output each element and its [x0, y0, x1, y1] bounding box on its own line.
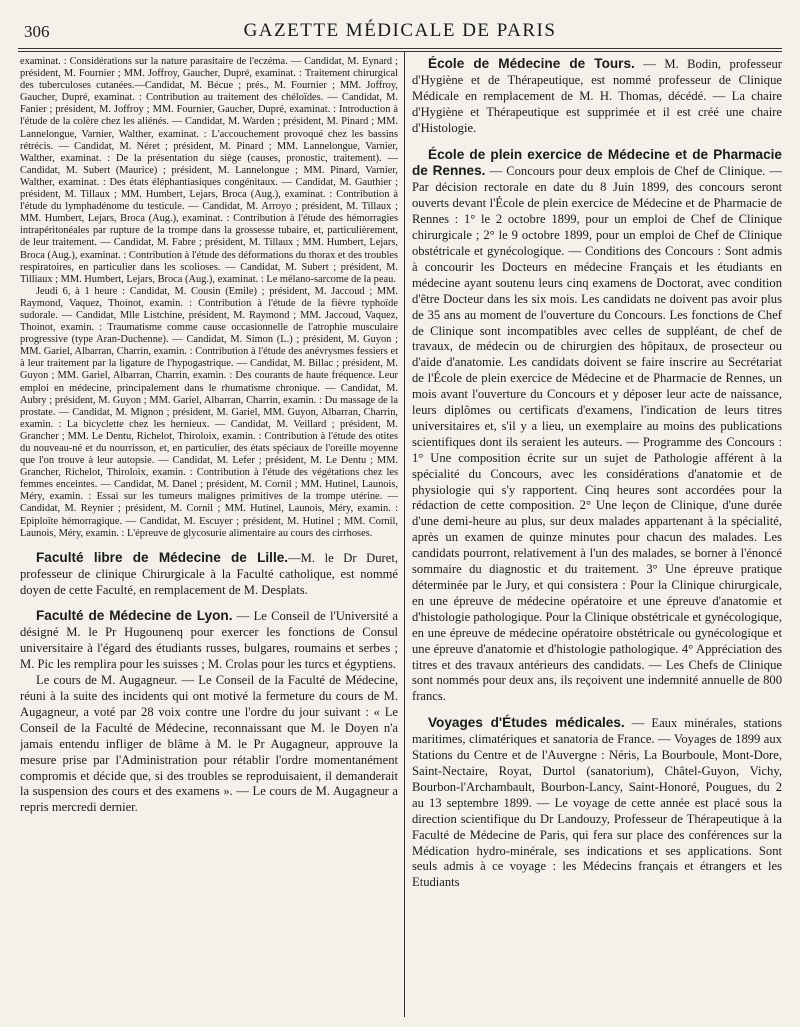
- lyon-text: — Le Conseil de l'Université a désigné M. le Pr Hugounenq pour exercer les fonctions de Consul universitaire à l'égard des étudiants russes, bulgares, roumains et serbes ; M. Pic les remplira pour les suisses ; M. Crolas pour les turcs et égyptiens.: [20, 609, 398, 672]
- right-column: [412, 56, 782, 891]
- lille-article: [20, 550, 398, 599]
- journal-title: GAZETTE MÉDICALE DE PARIS: [243, 20, 557, 41]
- voyages-article: [412, 715, 782, 891]
- tours-article: [412, 56, 782, 137]
- header-rule: [18, 48, 782, 49]
- augagneur-paragraph: Le cours de M. Augagneur. — Le Conseil de la Faculté de Médecine, réuni à la suite des incidents qui ont motivé la fermeture du cours de M. Augagneur, a voté par 28 voix contre une l'ordre du jour suivant : « Le Conseil de la Faculté de Médecine, reconnaissant que M. le Doyen n'a jamais entendu infliger de blâme à M. le Pr Augagneur, approuve la mesure prise par l'Administration pour rétablir l'ordre momentanément compromis et décide que, si des troubles se reproduisaient, il demanderait la suspension des cours et des examens ». — Le cours de M. Augagneur a repris mercredi dernier.: [20, 673, 398, 815]
- lyon-article: [20, 608, 398, 673]
- lille-heading: Faculté libre de Médecine de Lille.: [36, 549, 289, 565]
- header-rule-double: [18, 51, 782, 52]
- rennes-article: [412, 147, 782, 706]
- left-column: [20, 56, 398, 816]
- tours-heading: École de Médecine de Tours.: [428, 56, 635, 71]
- page-number: 306: [24, 22, 50, 41]
- thesis-exams-list: examinat. : Considérations sur la nature parasitaire de l'eczéma. — Candidat, M. Eynard ; président, M. Fournier ; MM. Joffroy, Gaucher, Dupré, examinat. : Traitement chirurgical des tuberculoses cutanées.—Candidat, M. Bécue ; prés., M. Fournier ; MM. Joffroy, Gaucher, Dupré, examinat. : Contribution au traitement des chéloïdes. — Candidat, M. Fanier ; président, M. Joffroy ; MM. Fournier, Gaucher, Dupré, examinat. : Introduction à l'étude de la colère chez les aliénés. — Candidat, M. Warden ; président, M. Pinard ; MM. Lannelongue, Varnier, Walther, examinat. : L'accouchement provoqué chez les bassins rétrécis. — Candidat, M. Néret ; président, M. Pinard ; MM. Lannelongue, Varnier, Walther, examinat. : De la présentation du siège (causes, pronostic, traitement). — Candidat, M. Subert (Maurice) ; président, M. Lannelongue ; MM. Pinard, Varnier, Walther, examinat. : Des états éléphantiasiques congénitaux. — Candidat, M. Gauthier ; président, M. Tillaux ; MM. Humbert, Lejars, Broca (Aug.), examinat. : Contribution à l'étude du lymphadénome du testicule. — Candidat, M. Arroyo ; président, M. Tillaux ; MM. Humbert, Lejars, Broca (Aug.), examinat. : Contribution à l'étude des hémorragies intrapéritonéales par rupture de la trompe dans la grossesse tubaire, et, particulièrement, de leur traitement. — Candidat, M. Fabre ; président, M. Tillaux ; MM. Humbert, Lejars, Broca (Aug.), examinat. : Contribution à l'étude des déformations du thorax et des troubles respiratoires, en particulier dans les scolioses. — Candidat, M. Subert ; président, M. Tilliaux ; MM. Humbert, Lejars, Broca (Aug.), examinat. : Le mélano-sarcome de la peau.: [20, 56, 398, 285]
- column-divider: [404, 52, 405, 1017]
- lyon-heading: Faculté de Médecine de Lyon.: [36, 608, 233, 624]
- rennes-heading: École de plein exercice de Médecine et de Pharmacie de Rennes.: [412, 146, 782, 179]
- rennes-text: — Concours pour deux emplois de Chef de Clinique. — Par décision rectorale en date du 8 Juin 1899, des concours seront ouverts devant l'École de plein exercice de Médecine et de Pharmacie de Rennes : 1° le 2 octobre 1899, pour un emploi de Chef de Clinique chirurgicale ; 2° le 9 octobre 1899, pour un emploi de Chef de Clinique obstétricale et gynécologique. — Conditions des Concours : Sont admis à concourir les Docteurs en médecine Français et les étudiants en médecine ayant soutenu leurs cinq examens de Doctorat, avec condition d'être Docteur dans les six mois. Les candidats ne doivent pas avoir plus de 35 ans au moment de l'ouverture du Concours. Les fonctions de Chef de Clinique sont incompatibles avec celles de suppléant, de chef de travaux, de médecin ou de chirurgien des hôpitaux, de prosecteur ou d'aide d'anatomie. Les candidats doivent se faire inscrire au Secrétariat de l'École de plein exercice de Médecine et de Pharmacie de Rennes, un mois avant l'ouverture du Concours et y déposer leur acte de naissance, leurs diplômes ou certificats d'examens, l'indication de leurs titres universitaires et, s'il y a lieu, un exemplaire au moins des publications scientifiques dont ils seraient les auteurs. — Programme des Concours : 1° Une composition écrite sur un sujet de Pathologie afférent à la spécialité du Concours, avec les considérations d'anatomie et de physiologie qui s'y rapportent. Cinq heures sont accordées pour la rédaction de cette composition. 2° Une leçon de Clinique, d'une durée d'une demi-heure au plus, sur deux malades appartenant à la spécialité, après un examen de quinze minutes pour chacun des malades. Les candidats pourront, relativement à l'un des malades, se borner à l'énoncé sommaire du diagnostic et du traitement. 3° Une épreuve pratique déterminée par le Jury, et qui consistera : Pour la Clinique chirurgicale, en une épreuve de médecine opératoire et une épreuve d'anatomie et d'histologie pathologique. Pour la Clinique obstétricale et gynécologique, en une épreuve de médecine opératoire obstétricale ou gynécologique et une épreuve d'anatomie et d'histologie pathologique. 4° Appréciation des titres et des travaux antérieurs des candidats. — Les Chefs de Clinique sont nommés pour deux ans, ils reçoivent une indemnité annuelle de 800 francs.: [412, 164, 782, 704]
- voyages-text: — Eaux minérales, stations maritimes, climatériques et sanatoria de France. — Voyages de 1899 aux Stations du Centre et de l'Auvergne : Néris, La Bourboule, Mont-Dore, Saint-Nectaire, Royat, Durtol (sanatorium), Châtel-Guyon, Vichy, Bourbon-l'Archambault, Bourbon-Lancy, Saint-Honoré, Pougues, du 2 au 13 septembre 1899. — Le voyage de cette année est placé sous la direction scientifique du Dr Landouzy, Professeur de Thérapeutique à la Faculté de Médecine de Paris, qui fera sur place des conférences sur la Médication hydro-minérale, ses indications et ses applications. Sont seuls admis à ce voyage : les Médecins français et étrangers et les Etudiants: [412, 716, 782, 890]
- voyages-heading: Voyages d'Études médicales.: [428, 715, 625, 731]
- thesis-exams-thursday: Jeudi 6, à 1 heure : Candidat, M. Cousin (Emile) ; président, M. Jaccoud ; MM. Raymond, Vaquez, Thoinot, examin. : Contribution à l'étude de la fièvre typhoïde sudorale. — Candidat, Mlle Listchine, président, M. Raymond ; MM. Jaccoud, Vaquez, Thoinot, examin. : Traumatisme comme cause occasionnelle de l'atrophie musculaire progressive (type Aran-Duchenne). — Candidat, M. Simon (L.) ; président, M. Guyon ; MM. Gariel, Albarran, Charrin, examin. : Contribution à l'étude des anévrysmes fessiers et à leur traitement par la ligature de l'hypogastrique. — Candidat, M. Billac ; président, M. Guyon ; MM. Gariel, Albarran, Charrin, examin. : Des courants de haute fréquence. Leur emploi en médecine, principalement dans le rhumatisme chronique. — Candidat, M. Aubry ; président, M. Guyon ; MM. Gariel, Albarran, Charrin, examin. : Du massage de la prostate. — Candidat, M. Mignon ; président, M. Gariel, MM. Guyon, Albarran, Charrin, examin. : La bicyclette chez les hernieux. — Candidat, M. Veillard ; président, M. Grancher ; MM. Le Dentu, Richelot, Thiroloix, examin. : Contribution à l'étude des otites du nouveau-né et du nourrisson, et, en particulier, des états spéciaux de l'oreille moyenne que l'on trouve à leur autopsie. — Candidat, M. Lefer ; président, M. Le Dentu ; MM. Grancher, Richelot, Thiroloix, examin. : Contribution à l'étude des végétations chez les femmes enceintes. — Candidat, M. Danel ; président, M. Cornil ; MM. Hutinel, Launois, Méry, examin. : Essai sur les tumeurs malignes primitives de la trompe utérine. — Candidat, M. Reynier ; président, M. Cornil ; MM. Hutinel, Launois, Méry, examin. : Epiploïte hémorragique. — Candidat, M. Escuyer ; président, M. Hutinel ; MM. Cornil, Launois, Méry, examin. : L'épreuve de glycosurie alimentaire au cours des cirrhoses.: [20, 285, 398, 539]
- tours-text: — M. Bodin, professeur d'Hygiène et de Thérapeutique, est nommé professeur de Clinique Médicale en remplacement de M. H. Thomas, décédé. — La chaire d'Hygiène et Thérapeutique est supprimée et il est créé une chaire d'Histologie.: [412, 57, 782, 135]
- page-header: [18, 16, 782, 44]
- lille-text: —M. le Dr Duret, professeur de clinique Chirurgicale à la Faculté catholique, est nommé doyen de cette Faculté, en remplacement de M. Desplats.: [20, 550, 398, 597]
